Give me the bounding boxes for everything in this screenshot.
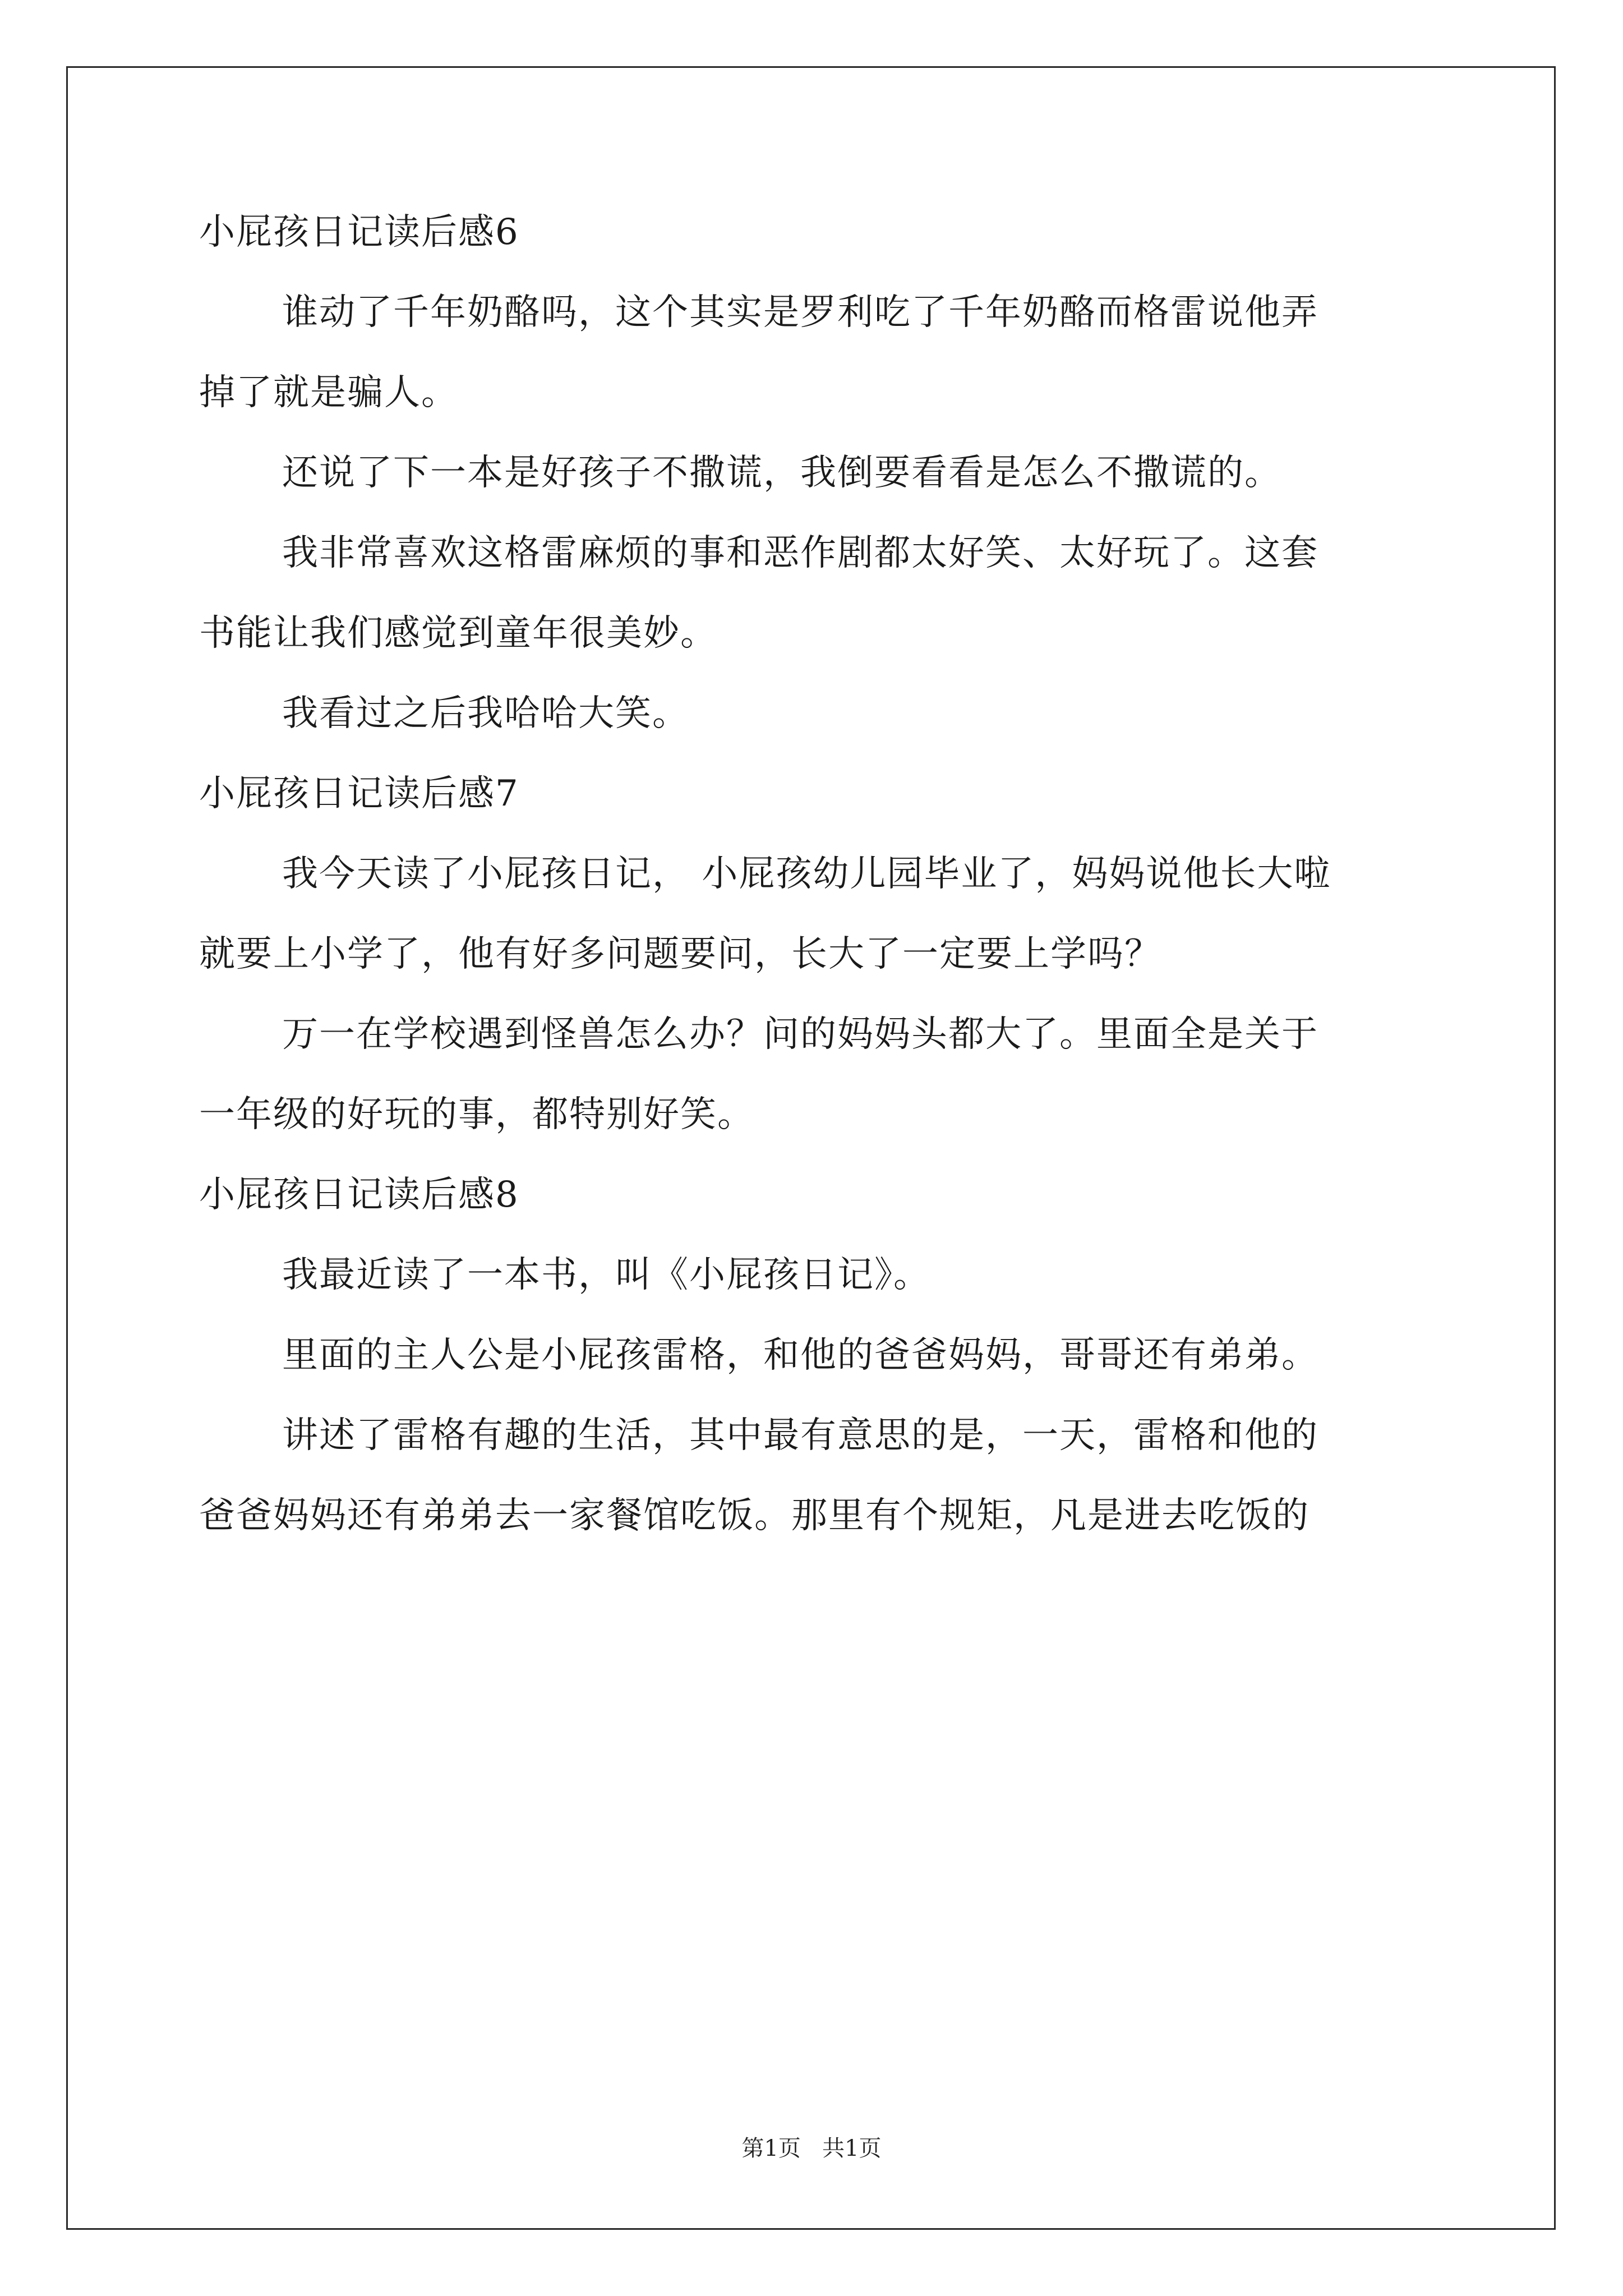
paragraph-line: 一年级的好玩的事，都特别好笑。 (199, 1094, 754, 1135)
paragraph-line: 就要上小学了，他有好多问题要问，长大了一定要上学吗？ (199, 933, 1161, 975)
paragraph-line: 我看过之后我哈哈大笑。 (282, 693, 689, 734)
section-heading: 小屁孩日记读后感7 (199, 773, 519, 815)
paragraph-line: 书能让我们感觉到童年很美妙。 (199, 613, 717, 654)
paragraph-line: 我非常喜欢这格雷麻烦的事和恶作剧都太好笑、太好玩了。这套 (282, 532, 1318, 574)
paragraph-line: 我最近读了一本书，叫《小屁孩日记》。 (282, 1254, 930, 1296)
paragraph-line: 万一在学校遇到怪兽怎么办？问的妈妈头都大了。里面全是关于 (282, 1014, 1318, 1055)
page-number-footer: 第1页 共1页 (741, 2136, 882, 2161)
paragraph-line: 讲述了雷格有趣的生活，其中最有意思的是，一天，雷格和他的 (282, 1415, 1318, 1456)
section-heading: 小屁孩日记读后感8 (199, 1174, 519, 1216)
section-heading: 小屁孩日记读后感6 (199, 211, 519, 253)
paragraph-line: 我今天读了小屁孩日记， 小屁孩幼儿园毕业了，妈妈说他长大啦 (282, 853, 1331, 895)
paragraph-line: 谁动了千年奶酪吗，这个其实是罗利吃了千年奶酪而格雷说他弄 (282, 292, 1318, 333)
paragraph-line: 里面的主人公是小屁孩雷格，和他的爸爸妈妈，哥哥还有弟弟。 (282, 1335, 1318, 1376)
paragraph-line: 爸爸妈妈还有弟弟去一家餐馆吃饭。那里有个规矩，凡是进去吃饭的 (199, 1495, 1310, 1536)
paragraph-line: 还说了下一本是好孩子不撒谎，我倒要看看是怎么不撒谎的。 (282, 452, 1281, 494)
document-body (199, 208, 1427, 1540)
paragraph-line: 掉了就是骗人。 (199, 372, 458, 413)
